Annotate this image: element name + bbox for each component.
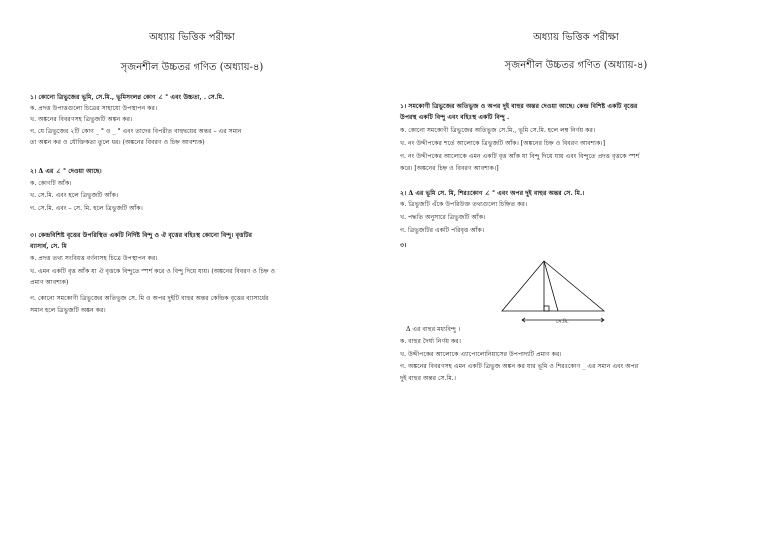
question-3-part-ka: ক. বাহুর দৈর্ঘ্য নির্ণয় কর। xyxy=(400,338,461,345)
question-3-part-kha: খ. এমন একটি বৃত্ত আঁক যা ঐ বৃত্তকে বিন্দুতে স্পর্শ করে ও বিন্দু দিয়ে যায়। (অঙ্কনের বিবরণ ও চিহ্ন ও xyxy=(30,268,276,275)
question-2-part-kha: খ. পদ্ধতি অনুসারে ত্রিভুজটি আঁক। xyxy=(400,214,486,221)
question-3-part-ka: ক. প্রদত্ত তথ্য সংবিধত্ত বর্ণনাসহ চিত্রে উপস্থাপন কর। xyxy=(30,255,158,262)
question-1-part-ga: গ. নং উদ্দীপকের আলোকে এমন একটি বৃত্ত আঁক যা বিন্দু দিয়ে যায় এবং বিন্দুতে প্রদত্ত বৃত্তকে স্পর্শ xyxy=(400,153,640,160)
question-1-stem: ১। কোনো ত্রিভুজের ভূমি, সে.মি., ভূমিসংলগ্ন কোণ ∠ ° এবং উচ্চতা, . সে.মি. xyxy=(30,94,225,101)
question-1-part-ka: ক. কোনো সমকোণী ত্রিভুজের অতিভুজ সে.মি., ভূমি সে.মি. হলে লম্ব নির্ণয় কর। xyxy=(400,127,596,134)
question-1-part-ga-cont: তা অঙ্কন কর ও যৌক্তিকতা তুলে ধর। (অঙ্কনের বিবরণ ও চিহ্ন আবশ্যক) xyxy=(30,139,205,146)
question-3-stem-cont: ব্যাসার্ধ, সে. মি xyxy=(30,243,67,250)
question-1-part-kha: খ. অঙ্কনের বিবরণসহ ত্রিভুজটি অঙ্কন কর। xyxy=(30,116,133,123)
page-subtitle: সৃজনশীল উচ্চতর গণিত (অধ্যায়-৪) xyxy=(120,62,264,73)
question-2-stem: ২। Δ এর ∠ ° দেওয়া আছে। xyxy=(30,168,102,175)
question-1-stem: ১। সমকোণী ত্রিভুজের অতিভুজ ও অপর দুই বাহুর অন্তর দেওয়া আছে। কেন্দ্র বিশিষ্ট একটি বৃত্তের xyxy=(400,103,638,110)
page-title: অধ্যায় ভিত্তিক পরীক্ষা xyxy=(149,32,235,43)
question-2-part-kha: খ. সে.মি. এবং হলে ত্রিভুজটি আঁক। xyxy=(30,192,119,199)
triangle-figure xyxy=(494,255,634,330)
question-1-part-kha: খ. নং উদ্দীপকের শর্তে আলোকে ত্রিভুজটি আঁক। [অঙ্কনের চিহ্ন ও বিবরণ আবশ্যক।] xyxy=(400,140,606,147)
question-1-part-ga-cont: করে। [অঙ্কনের চিহ্ন ও বিবরণ আবশ্যক।] xyxy=(400,165,499,172)
question-3-part-ga: গ. কোনো সমকোণী ত্রিভুজের অতিভুজ সে. মি ও অপর দুইটি বাহুর অন্তর কেন্দ্রিক বৃত্তের ব্যাসার্ধের xyxy=(30,295,269,302)
question-3-part-ga-cont: দুই বাহুর অন্তর সে.মি.। xyxy=(400,375,456,382)
question-1-part-ka: ক. প্রদত্ত উপাত্তগুলো চিত্রের সাহায্যে উপস্থাপন কর। xyxy=(30,105,158,112)
question-3-part-kha-cont: প্রমাণ আবশ্যক) xyxy=(30,279,69,286)
question-1-part-ga: গ. যে ত্রিভুজের ২টি কোণ _ ° ও _ ° এবং তাদের বিপরীত বাহুদ্বয়ের অন্তর – এর সমান xyxy=(30,128,242,135)
question-2-stem: ২। Δ এর ভূমি সে. মি, শিরঃকোণ ∠ ° এবং অপর দুই বাহুর অন্তর সে. মি.। xyxy=(400,190,585,197)
question-3-stem: ৩। কেন্দ্রবিশিষ্ট বৃত্তের উপরিস্থিত একটি নির্দিষ্ট বিন্দু ও ঐ বৃত্তের বহিঃস্থ কোনো বিন্দু। বৃত্তটির xyxy=(30,232,253,239)
question-2-part-ga: গ. ত্রিভুজটির একটি পরিবৃত্ত আঁক। xyxy=(400,227,485,234)
question-1-stem-cont: উপরস্থ একটি বিন্দু এবং বহিঃস্থ একটি বিন্দু . xyxy=(400,114,510,121)
question-3-number: ৩। xyxy=(400,242,407,249)
right-angle-mark xyxy=(544,306,549,311)
question-2-part-ka: ক. কোণটি আঁক। xyxy=(30,180,72,187)
page-title: অধ্যায় ভিত্তিক পরীক্ষা xyxy=(533,32,619,43)
page-subtitle: সৃজনশীল উচ্চতর গণিত (অধ্যায়-৪) xyxy=(504,60,648,71)
triangle-shape xyxy=(502,261,604,311)
question-3-note: Δ এর বাহুর মধ্যবিন্দু । xyxy=(406,326,461,333)
question-3-part-ga-cont: সমান হলে ত্রিভুজটি অঙ্কন কর। xyxy=(30,307,106,314)
median-line xyxy=(544,261,558,311)
right-page xyxy=(384,0,768,543)
question-2-part-ka: ক. ত্রিভুজটি এঁকে উপরিউক্ত তথ্যগুলো চিহ্নিত কর। xyxy=(400,201,528,208)
question-3-part-kha: খ. উদ্দীপকের আলোকে এ্যাপোলোনিয়াসের উপপাদ্যটি প্রমাণ কর। xyxy=(400,351,562,358)
question-2-part-ga: গ. সে.মি. এবং – সে. মি. হলে ত্রিভুজটি আঁক। xyxy=(30,205,143,212)
question-3-part-ga: গ. অঙ্কনের বিবরণসহ এমন একটি ত্রিভুজ অঙ্কন কর যার ভূমি ও শিরঃকোণ _ এর সমান এবং অপর xyxy=(400,363,639,370)
figure-caption: সে.মি. xyxy=(556,319,569,325)
